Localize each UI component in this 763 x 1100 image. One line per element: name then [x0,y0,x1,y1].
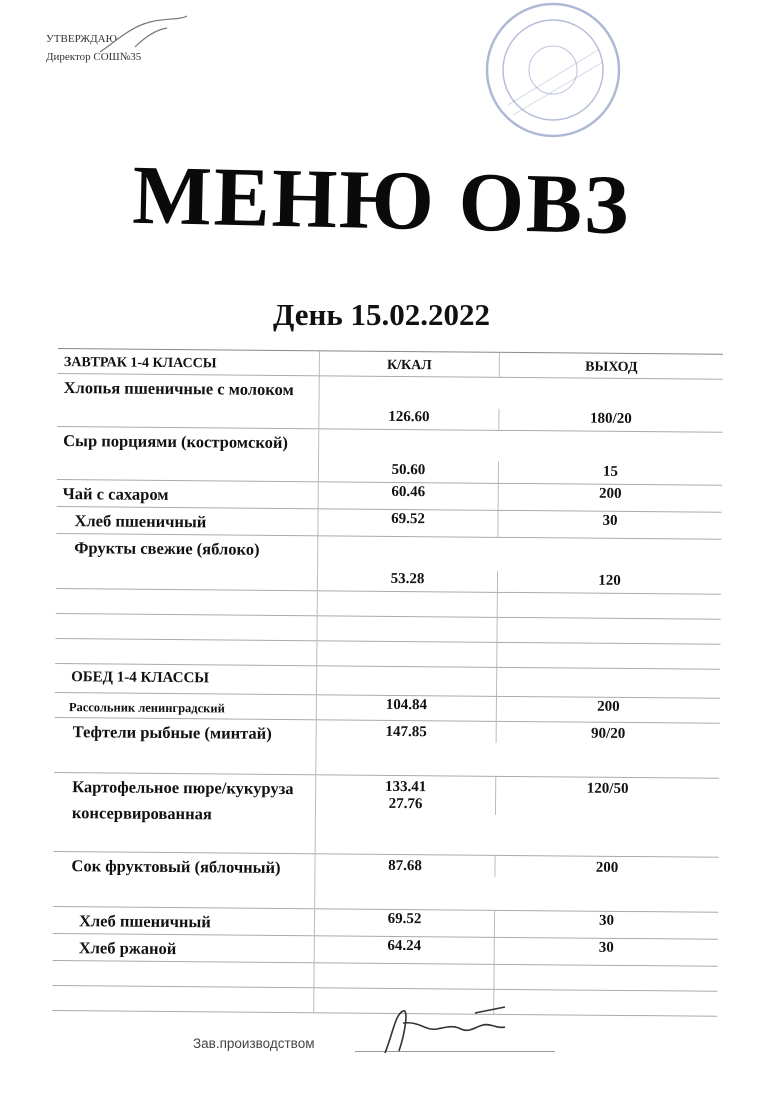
lunch-header: ОБЕД 1-4 КЛАССЫ [55,664,317,694]
dish-kcal: 64.24 [315,936,495,964]
dish-output: 180/20 [589,410,632,428]
dish-name: Чай с сахаром [57,480,319,508]
dish-output: 120 [598,572,621,589]
dish-name: Хлеб пшеничный [53,907,315,935]
dish-kcal: 147.85 [317,720,497,743]
table-row [57,427,722,486]
dish-kcal: 69.52 [318,509,498,537]
dish-name: Тефтели рыбные (минтай) [54,718,316,774]
dish-output: 30 [602,512,618,529]
dish-output: 15 [602,463,619,480]
dish-output: 200 [598,485,622,502]
table-row [54,773,720,858]
dish-name: Рассольник ленинградский [55,693,317,719]
dish-name: Хлопья пшеничные с молоком [57,374,319,428]
dish-output: 200 [597,698,620,715]
table-row [56,534,721,595]
table-row [54,718,719,779]
school-seal-icon [478,0,628,150]
dish-output: 30 [598,912,615,929]
dish-kcal: 50.60 [319,460,499,483]
dish-output: 90/20 [590,725,626,742]
menu-date: День 15.02.2022 [273,297,490,332]
dish-name: Сок фруктовый (яблочный) [53,852,315,908]
dish-name: Фрукты свежие (яблоко) [56,534,318,590]
dish-kcal: 126.60 [319,407,499,430]
dish-name: Сыр порциями (костромской) [57,427,319,481]
approval-label: УТВЕРЖДАЮ [46,33,117,45]
dish-output: 200 [595,859,619,876]
dish-kcal: 87.68 [315,854,495,877]
director-signature-icon [95,12,195,62]
dish-kcal: 104.84 [317,695,497,721]
dish-kcal: 53.28 [318,569,498,592]
dish-name: Хлеб пшеничный [56,507,318,535]
table-row [57,374,722,433]
kcal-header: К/КАЛ [320,351,500,377]
approval-director: Директор СОШ№35 [46,51,142,63]
manager-signature-icon [365,1003,525,1063]
page-title: МЕНЮ ОВЗ [131,148,632,253]
dish-name: Картофельное пюре/кукуруза консервированная [54,773,317,853]
dish-output: 30 [598,939,614,956]
dish-kcal-group [316,775,496,815]
production-manager-label: Зав.производством [193,1036,315,1051]
dish-kcal: 133.41 [384,778,427,796]
dish-output: 120/50 [586,780,629,797]
dish-kcal: 60.46 [319,482,499,510]
dish-kcal: 69.52 [315,909,495,937]
table-row [53,852,718,913]
dish-kcal-secondary: 27.76 [388,795,423,813]
dish-name: Хлеб ржаной [53,934,315,962]
output-header: ВЫХОД [585,359,638,376]
menu-table [52,348,723,1017]
breakfast-header: ЗАВТРАК 1-4 КЛАССЫ [58,349,320,375]
